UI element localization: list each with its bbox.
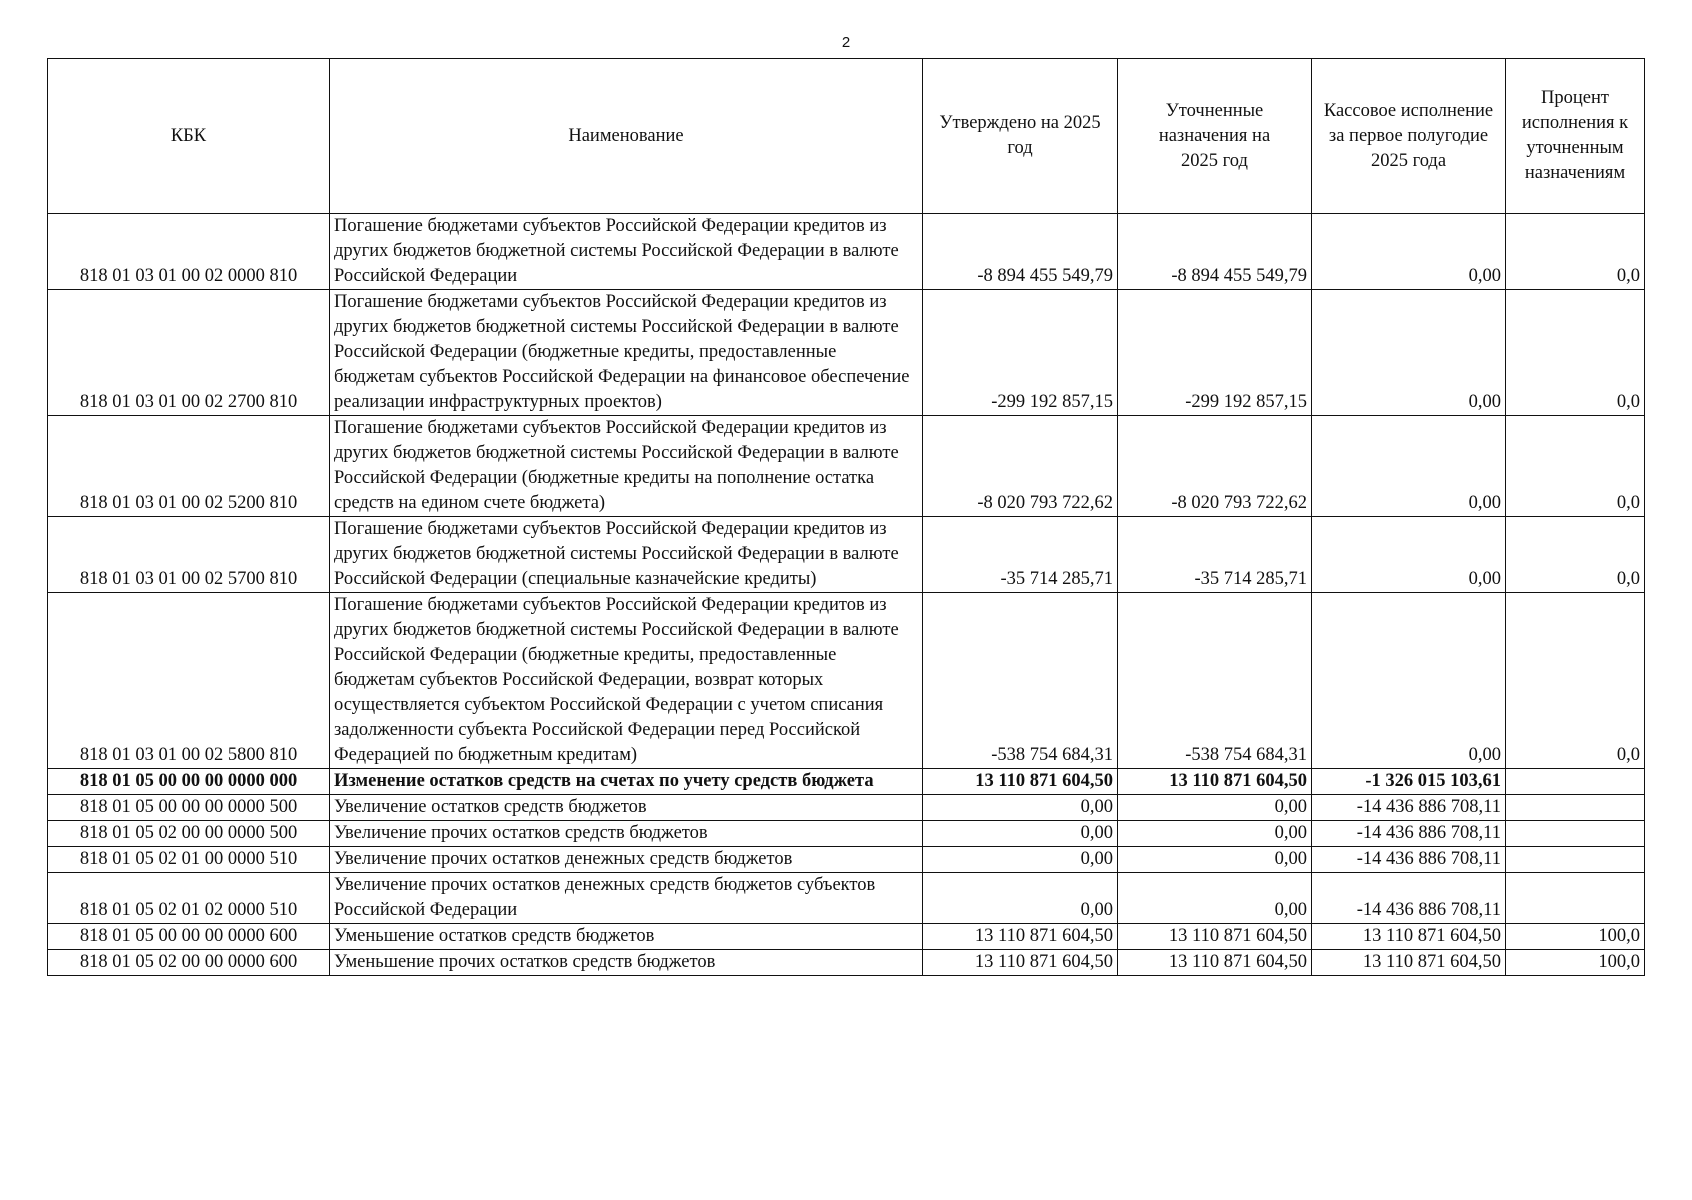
row-kbk: 818 01 05 00 00 00 0000 000 <box>48 769 330 795</box>
table-row <box>48 416 1645 517</box>
row-percent: 0,0 <box>1506 517 1645 593</box>
header-revised: Уточненные назначения на 2025 год <box>1118 59 1312 214</box>
header-approved: Утверждено на 2025 год <box>923 59 1118 214</box>
row-cash: -14 436 886 708,11 <box>1312 795 1506 821</box>
row-name: Увеличение прочих остатков денежных средств бюджетов <box>330 847 923 873</box>
row-name: Уменьшение остатков средств бюджетов <box>330 924 923 950</box>
row-kbk: 818 01 05 00 00 00 0000 600 <box>48 924 330 950</box>
header-kbk: КБК <box>48 59 330 214</box>
table-row <box>48 873 1645 924</box>
row-name: Уменьшение прочих остатков средств бюджетов <box>330 950 923 976</box>
row-approved: 13 110 871 604,50 <box>923 769 1118 795</box>
row-cash: 0,00 <box>1312 214 1506 290</box>
row-revised: -538 754 684,31 <box>1118 593 1312 769</box>
table-body <box>48 214 1645 976</box>
table-row <box>48 795 1645 821</box>
row-approved: -8 020 793 722,62 <box>923 416 1118 517</box>
table-header <box>48 59 1645 214</box>
header-cash: Кассовое исполнение за первое полугодие 2025 года <box>1312 59 1506 214</box>
row-approved: 0,00 <box>923 821 1118 847</box>
table-row <box>48 214 1645 290</box>
row-kbk: 818 01 03 01 00 02 5700 810 <box>48 517 330 593</box>
table-row <box>48 593 1645 769</box>
header-percent: Процент исполнения к уточненным назначениям <box>1506 59 1645 214</box>
row-approved: 0,00 <box>923 873 1118 924</box>
table-row <box>48 769 1645 795</box>
row-approved: -35 714 285,71 <box>923 517 1118 593</box>
row-approved: 0,00 <box>923 847 1118 873</box>
row-kbk: 818 01 05 02 00 00 0000 600 <box>48 950 330 976</box>
row-name: Увеличение прочих остатков средств бюджетов <box>330 821 923 847</box>
row-cash: -1 326 015 103,61 <box>1312 769 1506 795</box>
row-revised: 0,00 <box>1118 873 1312 924</box>
row-approved: -8 894 455 549,79 <box>923 214 1118 290</box>
row-kbk: 818 01 05 02 00 00 0000 500 <box>48 821 330 847</box>
row-revised: -8 894 455 549,79 <box>1118 214 1312 290</box>
row-revised: 0,00 <box>1118 821 1312 847</box>
table-row <box>48 517 1645 593</box>
row-cash: 0,00 <box>1312 416 1506 517</box>
row-revised: 13 110 871 604,50 <box>1118 950 1312 976</box>
table-row <box>48 924 1645 950</box>
row-cash: 13 110 871 604,50 <box>1312 950 1506 976</box>
row-name: Погашение бюджетами субъектов Российской Федерации кредитов из других бюджетов бюджетной системы Российской Федерации в валюте Российской Федерации (бюджетные кредиты, предоставленные бюджетам субъектов Российской Федерации, возврат которых осуществляется субъектом Российской Федерации с учетом списания задолженности субъекта Российской Федерации перед Российской Федерацией по бюджетным кредитам) <box>330 593 923 769</box>
table-row <box>48 950 1645 976</box>
row-cash: -14 436 886 708,11 <box>1312 873 1506 924</box>
row-percent: 0,0 <box>1506 214 1645 290</box>
row-approved: 0,00 <box>923 795 1118 821</box>
row-approved: 13 110 871 604,50 <box>923 950 1118 976</box>
row-approved: -538 754 684,31 <box>923 593 1118 769</box>
row-percent <box>1506 873 1645 924</box>
row-name: Погашение бюджетами субъектов Российской Федерации кредитов из других бюджетов бюджетной системы Российской Федерации в валюте Российской Федерации (бюджетные кредиты, предоставленные бюджетам субъектов Российской Федерации на финансовое обеспечение реализации инфраструктурных проектов) <box>330 290 923 416</box>
row-percent: 100,0 <box>1506 924 1645 950</box>
row-percent: 0,0 <box>1506 593 1645 769</box>
row-percent <box>1506 769 1645 795</box>
row-revised: 0,00 <box>1118 795 1312 821</box>
row-revised: 13 110 871 604,50 <box>1118 769 1312 795</box>
row-approved: 13 110 871 604,50 <box>923 924 1118 950</box>
page-number: 2 <box>841 34 851 51</box>
row-percent: 0,0 <box>1506 290 1645 416</box>
header-row <box>48 59 1645 214</box>
row-kbk: 818 01 03 01 00 02 0000 810 <box>48 214 330 290</box>
row-cash: 0,00 <box>1312 517 1506 593</box>
row-cash: 0,00 <box>1312 290 1506 416</box>
row-percent <box>1506 795 1645 821</box>
header-name: Наименование <box>330 59 923 214</box>
row-approved: -299 192 857,15 <box>923 290 1118 416</box>
row-name: Увеличение остатков средств бюджетов <box>330 795 923 821</box>
row-name: Погашение бюджетами субъектов Российской Федерации кредитов из других бюджетов бюджетной системы Российской Федерации в валюте Российской Федерации (специальные казначейские кредиты) <box>330 517 923 593</box>
row-kbk: 818 01 03 01 00 02 5800 810 <box>48 593 330 769</box>
row-kbk: 818 01 05 02 01 02 0000 510 <box>48 873 330 924</box>
row-kbk: 818 01 05 00 00 00 0000 500 <box>48 795 330 821</box>
row-percent: 100,0 <box>1506 950 1645 976</box>
budget-execution-table <box>47 58 1645 976</box>
row-cash: -14 436 886 708,11 <box>1312 821 1506 847</box>
row-revised: -35 714 285,71 <box>1118 517 1312 593</box>
table-row <box>48 821 1645 847</box>
row-revised: -8 020 793 722,62 <box>1118 416 1312 517</box>
row-revised: -299 192 857,15 <box>1118 290 1312 416</box>
row-revised: 13 110 871 604,50 <box>1118 924 1312 950</box>
table-row <box>48 847 1645 873</box>
row-kbk: 818 01 03 01 00 02 2700 810 <box>48 290 330 416</box>
table-row <box>48 290 1645 416</box>
row-name: Изменение остатков средств на счетах по учету средств бюджета <box>330 769 923 795</box>
row-revised: 0,00 <box>1118 847 1312 873</box>
row-name: Погашение бюджетами субъектов Российской Федерации кредитов из других бюджетов бюджетной системы Российской Федерации в валюте Российской Федерации (бюджетные кредиты на пополнение остатка средств на едином счете бюджета) <box>330 416 923 517</box>
row-cash: 0,00 <box>1312 593 1506 769</box>
row-cash: -14 436 886 708,11 <box>1312 847 1506 873</box>
row-kbk: 818 01 05 02 01 00 0000 510 <box>48 847 330 873</box>
row-percent: 0,0 <box>1506 416 1645 517</box>
row-cash: 13 110 871 604,50 <box>1312 924 1506 950</box>
row-kbk: 818 01 03 01 00 02 5200 810 <box>48 416 330 517</box>
row-percent <box>1506 847 1645 873</box>
row-percent <box>1506 821 1645 847</box>
row-name: Погашение бюджетами субъектов Российской Федерации кредитов из других бюджетов бюджетной системы Российской Федерации в валюте Российской Федерации <box>330 214 923 290</box>
row-name: Увеличение прочих остатков денежных средств бюджетов субъектов Российской Федерации <box>330 873 923 924</box>
